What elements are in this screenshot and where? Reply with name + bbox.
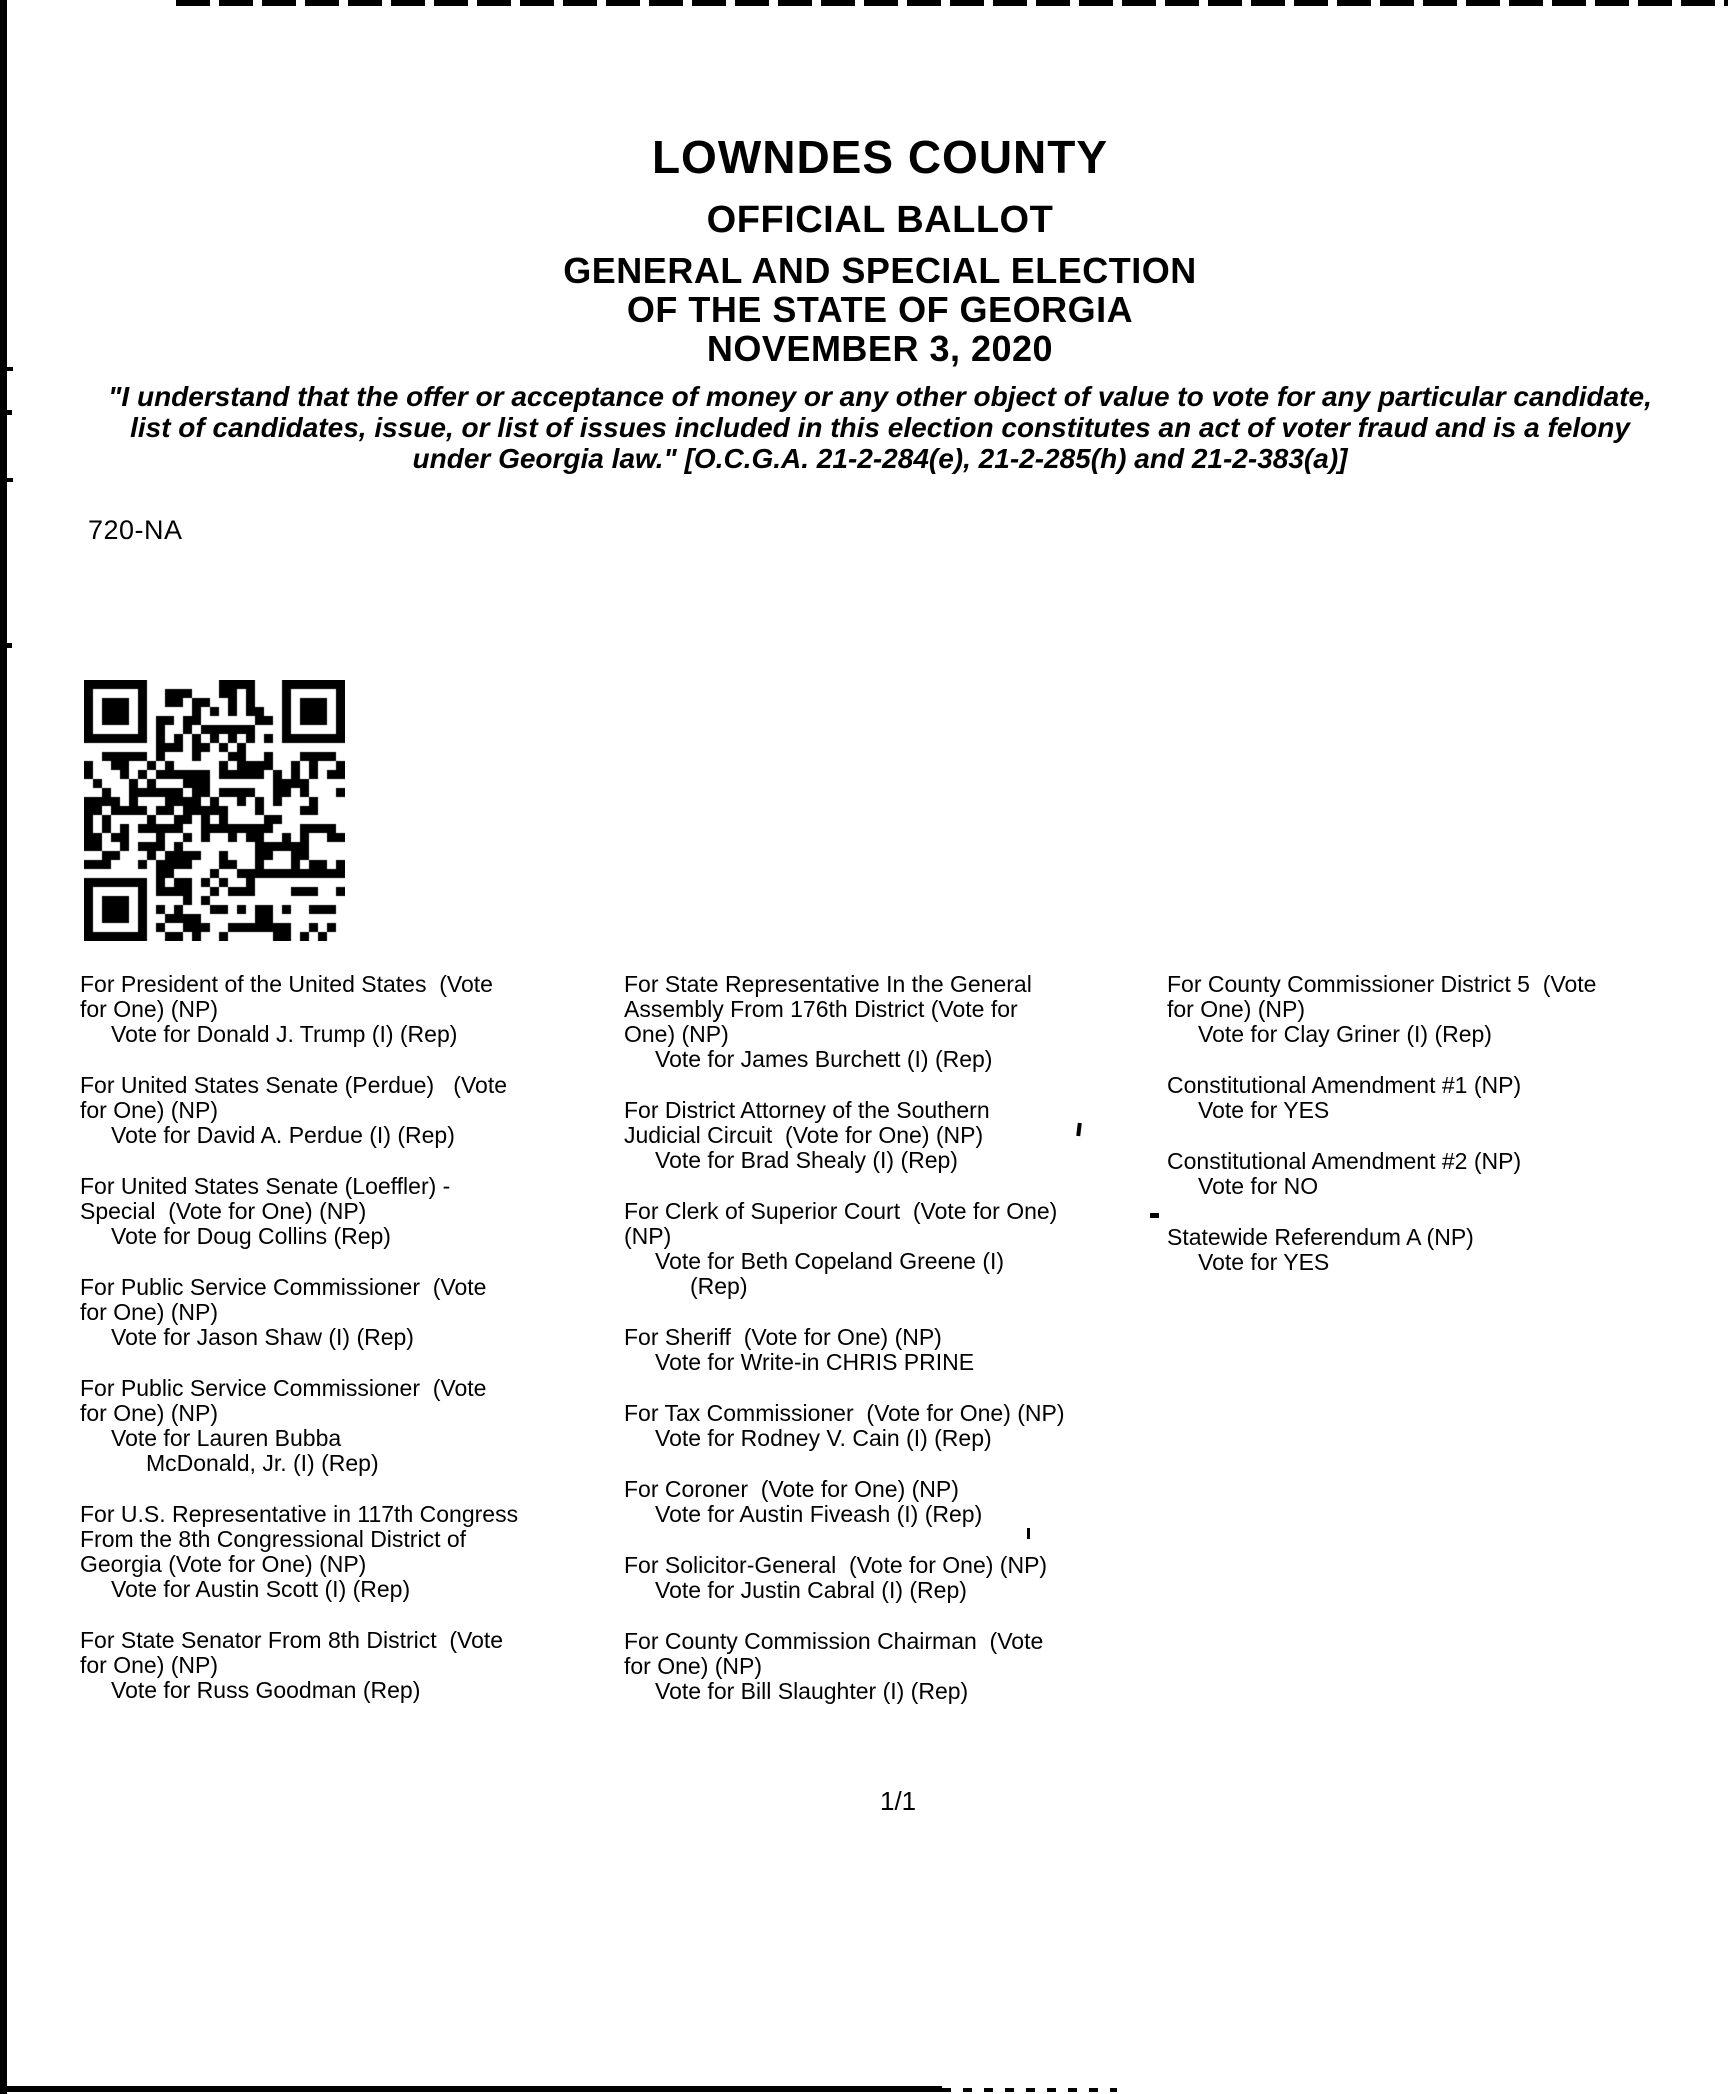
contest-entry: [80, 1502, 600, 1602]
contest-entry: [1167, 972, 1728, 1047]
contest-entry: [624, 1325, 1159, 1375]
contest-title-line: Constitutional Amendment #1 (NP): [1167, 1072, 1522, 1098]
contest-title-line: From the 8th Congressional District of: [80, 1526, 467, 1552]
contest-title-line: For Public Service Commissioner (Vote: [80, 1375, 487, 1401]
contest-title-line: for One) (NP): [80, 1299, 219, 1325]
contest-entry: [80, 1275, 600, 1350]
county-title: LOWNDES COUNTY: [651, 131, 1109, 183]
contest-entry: [80, 1073, 600, 1148]
page-indicator: 1/1: [880, 1786, 917, 1816]
contest-entry: [80, 1376, 600, 1476]
vote-selection-line: Vote for James Burchett (I) (Rep): [655, 1046, 993, 1072]
vote-selection-line: Vote for Jason Shaw (I) (Rep): [111, 1324, 414, 1350]
contest-title-line: Statewide Referendum A (NP): [1167, 1224, 1474, 1250]
disclaimer-line: under Georgia law." [O.C.G.A. 21-2-284(e), 21-2-285(h) and 21-2-383(a)]: [412, 443, 1348, 474]
contest-entry: [1167, 1225, 1728, 1275]
election-title-line: GENERAL AND SPECIAL ELECTION: [563, 250, 1197, 291]
contest-title-line: for One) (NP): [80, 1097, 219, 1123]
vote-selection-line: Vote for YES: [1198, 1249, 1330, 1275]
contest-title-line: Georgia (Vote for One) (NP): [80, 1551, 367, 1577]
vote-selection-line: Vote for Justin Cabral (I) (Rep): [655, 1577, 967, 1603]
contest-title-line: for One) (NP): [1167, 996, 1306, 1022]
precinct-code: 720-NA: [88, 515, 183, 545]
contest-title-line: For U.S. Representative in 117th Congress: [80, 1501, 519, 1527]
contest-entry: [624, 972, 1159, 1072]
vote-selection-line: Vote for Doug Collins (Rep): [111, 1223, 391, 1249]
vote-selection-line: Vote for Bill Slaughter (I) (Rep): [655, 1678, 969, 1704]
election-date: NOVEMBER 3, 2020: [706, 328, 1054, 369]
contest-title-line: for One) (NP): [80, 996, 219, 1022]
contest-entry: [624, 1553, 1159, 1603]
vote-selection-line: Vote for YES: [1198, 1097, 1330, 1123]
vote-selection-line: Vote for Rodney V. Cain (I) (Rep): [655, 1425, 992, 1451]
disclaimer-line: list of candidates, issue, or list of issues included in this election constitutes an act of voter fraud and is a felony: [130, 412, 1630, 443]
contest-title-line: For Solicitor-General (Vote for One) (NP): [624, 1552, 1048, 1578]
contest-title-line: Judicial Circuit (Vote for One) (NP): [624, 1122, 984, 1148]
vote-selection-line: Vote for Lauren Bubba: [111, 1425, 342, 1451]
contest-entry: [624, 1098, 1159, 1173]
election-title-line: OF THE STATE OF GEORGIA: [626, 289, 1134, 330]
contest-title-line: For District Attorney of the Southern: [624, 1097, 990, 1123]
contest-entry: [80, 972, 600, 1047]
contest-entry: [1167, 1149, 1728, 1199]
vote-selection-line: Vote for Brad Shealy (I) (Rep): [655, 1147, 958, 1173]
contest-title-line: For Clerk of Superior Court (Vote for One): [624, 1198, 1058, 1224]
official-ballot-heading: OFFICIAL BALLOT: [706, 199, 1054, 241]
contest-title-line: Constitutional Amendment #2 (NP): [1167, 1148, 1522, 1174]
vote-selection-line: Vote for Austin Scott (I) (Rep): [111, 1576, 411, 1602]
vote-selection-line: Vote for Russ Goodman (Rep): [111, 1677, 421, 1703]
contest-entry: [624, 1199, 1159, 1299]
vote-selection-line: Vote for David A. Perdue (I) (Rep): [111, 1122, 455, 1148]
contest-title-line: For County Commission Chairman (Vote: [624, 1628, 1044, 1654]
vote-selection-line: McDonald, Jr. (I) (Rep): [146, 1450, 379, 1476]
vote-selection-line: Vote for NO: [1198, 1173, 1319, 1199]
contest-entry: [624, 1401, 1159, 1451]
contest-entry: [80, 1628, 600, 1703]
contest-entry: [624, 1477, 1159, 1527]
contest-title-line: For Tax Commissioner (Vote for One) (NP): [624, 1400, 1065, 1426]
ballot-column-2: [624, 972, 1159, 1730]
contest-title-line: For President of the United States (Vote: [80, 971, 493, 997]
contest-title-line: Special (Vote for One) (NP): [80, 1198, 367, 1224]
contest-entry: [624, 1629, 1159, 1704]
vote-selection-line: (Rep): [690, 1273, 748, 1299]
contest-title-line: For County Commissioner District 5 (Vote: [1167, 971, 1597, 997]
vote-selection-line: Vote for Clay Griner (I) (Rep): [1198, 1021, 1492, 1047]
contest-entry: [1167, 1073, 1728, 1123]
contest-title-line: For Public Service Commissioner (Vote: [80, 1274, 487, 1300]
vote-selection-line: Vote for Beth Copeland Greene (I): [655, 1248, 1005, 1274]
contest-title-line: for One) (NP): [80, 1400, 219, 1426]
contest-title-line: For Coroner (Vote for One) (NP): [624, 1476, 959, 1502]
contest-title-line: Assembly From 176th District (Vote for: [624, 996, 1018, 1022]
contest-title-line: (NP): [624, 1223, 672, 1249]
contest-title-line: For United States Senate (Loeffler) -: [80, 1173, 451, 1199]
contest-title-line: For United States Senate (Perdue) (Vote: [80, 1072, 508, 1098]
disclaimer-line: "I understand that the offer or acceptance of money or any other object of value to vote for any particular candidate,: [108, 381, 1652, 412]
contest-title-line: For State Senator From 8th District (Vote: [80, 1627, 504, 1653]
ballot-column-1: [80, 972, 600, 1729]
ballot-column-3: [1167, 972, 1728, 1301]
contest-entry: [80, 1174, 600, 1249]
contest-title-line: One) (NP): [624, 1021, 729, 1047]
contest-title-line: for One) (NP): [80, 1652, 219, 1678]
contest-title-line: For State Representative In the General: [624, 971, 1032, 997]
contest-title-line: For Sheriff (Vote for One) (NP): [624, 1324, 942, 1350]
vote-selection-line: Vote for Write-in CHRIS PRINE: [655, 1349, 975, 1375]
vote-selection-line: Vote for Donald J. Trump (I) (Rep): [111, 1021, 458, 1047]
vote-selection-line: Vote for Austin Fiveash (I) (Rep): [655, 1501, 983, 1527]
contest-title-line: for One) (NP): [624, 1653, 763, 1679]
